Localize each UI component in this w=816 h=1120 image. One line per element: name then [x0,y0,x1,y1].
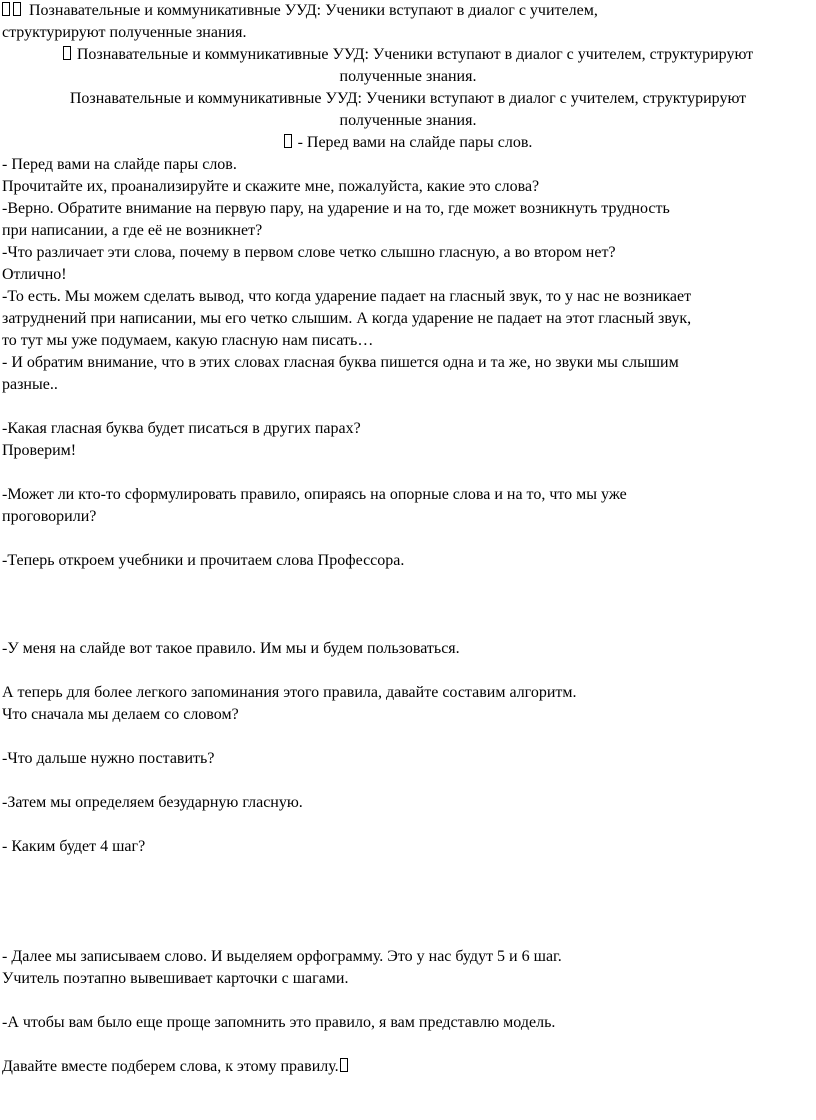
missing-glyph-icon [13,2,21,16]
paragraph-line-last [2,1056,814,1078]
paragraph-line: - Перед вами на слайде пары слов. [2,156,237,173]
paragraph-line: Отлично! [2,266,67,283]
paragraph-line: Прочитайте их, проанализируйте и скажите мне, пожалуйста, какие это слова? [2,178,540,195]
paragraph-line: Проверим! [2,442,77,459]
paragraph-line: -Какая гласная буква будет писаться в других парах? [2,420,361,437]
paragraph-line: то тут мы уже подумаем, какую гласную нам писать… [2,332,374,349]
paragraph-line: А теперь для более легкого запоминания этого правила, давайте составим алгоритм. [2,684,577,701]
paragraph-line: -У меня на слайде вот такое правило. Им мы и будем пользоваться. [2,640,460,657]
paragraph-line: -Верно. Обратите внимание на первую пару, на ударение и на то, где может возникнуть трудность [2,200,670,217]
header-line-3 [2,44,814,66]
header-line-2: структурируют полученные знания. [2,24,247,41]
header-line-5: Познавательные и коммуникативные УУД: Ученики вступают в диалог с учителем, структурируют [69,90,747,107]
missing-glyph-icon [63,46,71,60]
paragraph-line: - Далее мы записываем слово. И выделяем орфограмму. Это у нас будут 5 и 6 шаг. [2,948,562,965]
missing-glyph-icon [284,134,292,148]
header-text-3: Познавательные и коммуникативные УУД: Ученики вступают в диалог с учителем, структурируют [76,46,754,63]
paragraph-line: -Что различает эти слова, почему в первом слове четко слышно гласную, а во втором нет? [2,244,616,261]
paragraph-line: проговорили? [2,508,97,525]
missing-glyph-icon [340,1058,348,1072]
paragraph-line: затруднений при написании, мы его четко слышим. А когда ударение не падает на этот гласный звук, [2,310,692,327]
header-line-1 [2,0,814,22]
paragraph-line: разные.. [2,376,58,393]
missing-glyph-icon [2,2,10,16]
header-line-7 [2,132,814,154]
paragraph-line: - Каким будет 4 шаг? [2,838,146,855]
paragraph-line: -Затем мы определяем безударную гласную. [2,794,303,811]
paragraph-text: Давайте вместе подберем слова, к этому правилу. [2,1058,339,1075]
paragraph-line: -А чтобы вам было еще проще запомнить это правило, я вам представлю модель. [2,1014,556,1031]
paragraph-line: -Что дальше нужно поставить? [2,750,215,767]
paragraph-line: - И обратим внимание, что в этих словах гласная буква пишется одна и та же, но звуки мы слышим [2,354,679,371]
header-line-4: полученные знания. [339,68,477,85]
paragraph-line: при написании, а где её не возникнет? [2,222,263,239]
paragraph-line: -Теперь откроем учебники и прочитаем слова Профессора. [2,552,405,569]
header-text-1: Познавательные и коммуникативные УУД: Ученики вступают в диалог с учителем, [29,2,598,19]
paragraph-line: -То есть. Мы можем сделать вывод, что когда ударение падает на гласный звук, то у нас не возникает [2,288,692,305]
paragraph-line: Учитель поэтапно вывешивает карточки с шагами. [2,970,349,987]
paragraph-line: Что сначала мы делаем со словом? [2,706,239,723]
paragraph-line: -Может ли кто-то сформулировать правило, опираясь на опорные слова и на то, что мы уже [2,486,627,503]
header-line-6: полученные знания. [339,112,477,129]
header-text-7: - Перед вами на слайде пары слов. [297,134,533,151]
